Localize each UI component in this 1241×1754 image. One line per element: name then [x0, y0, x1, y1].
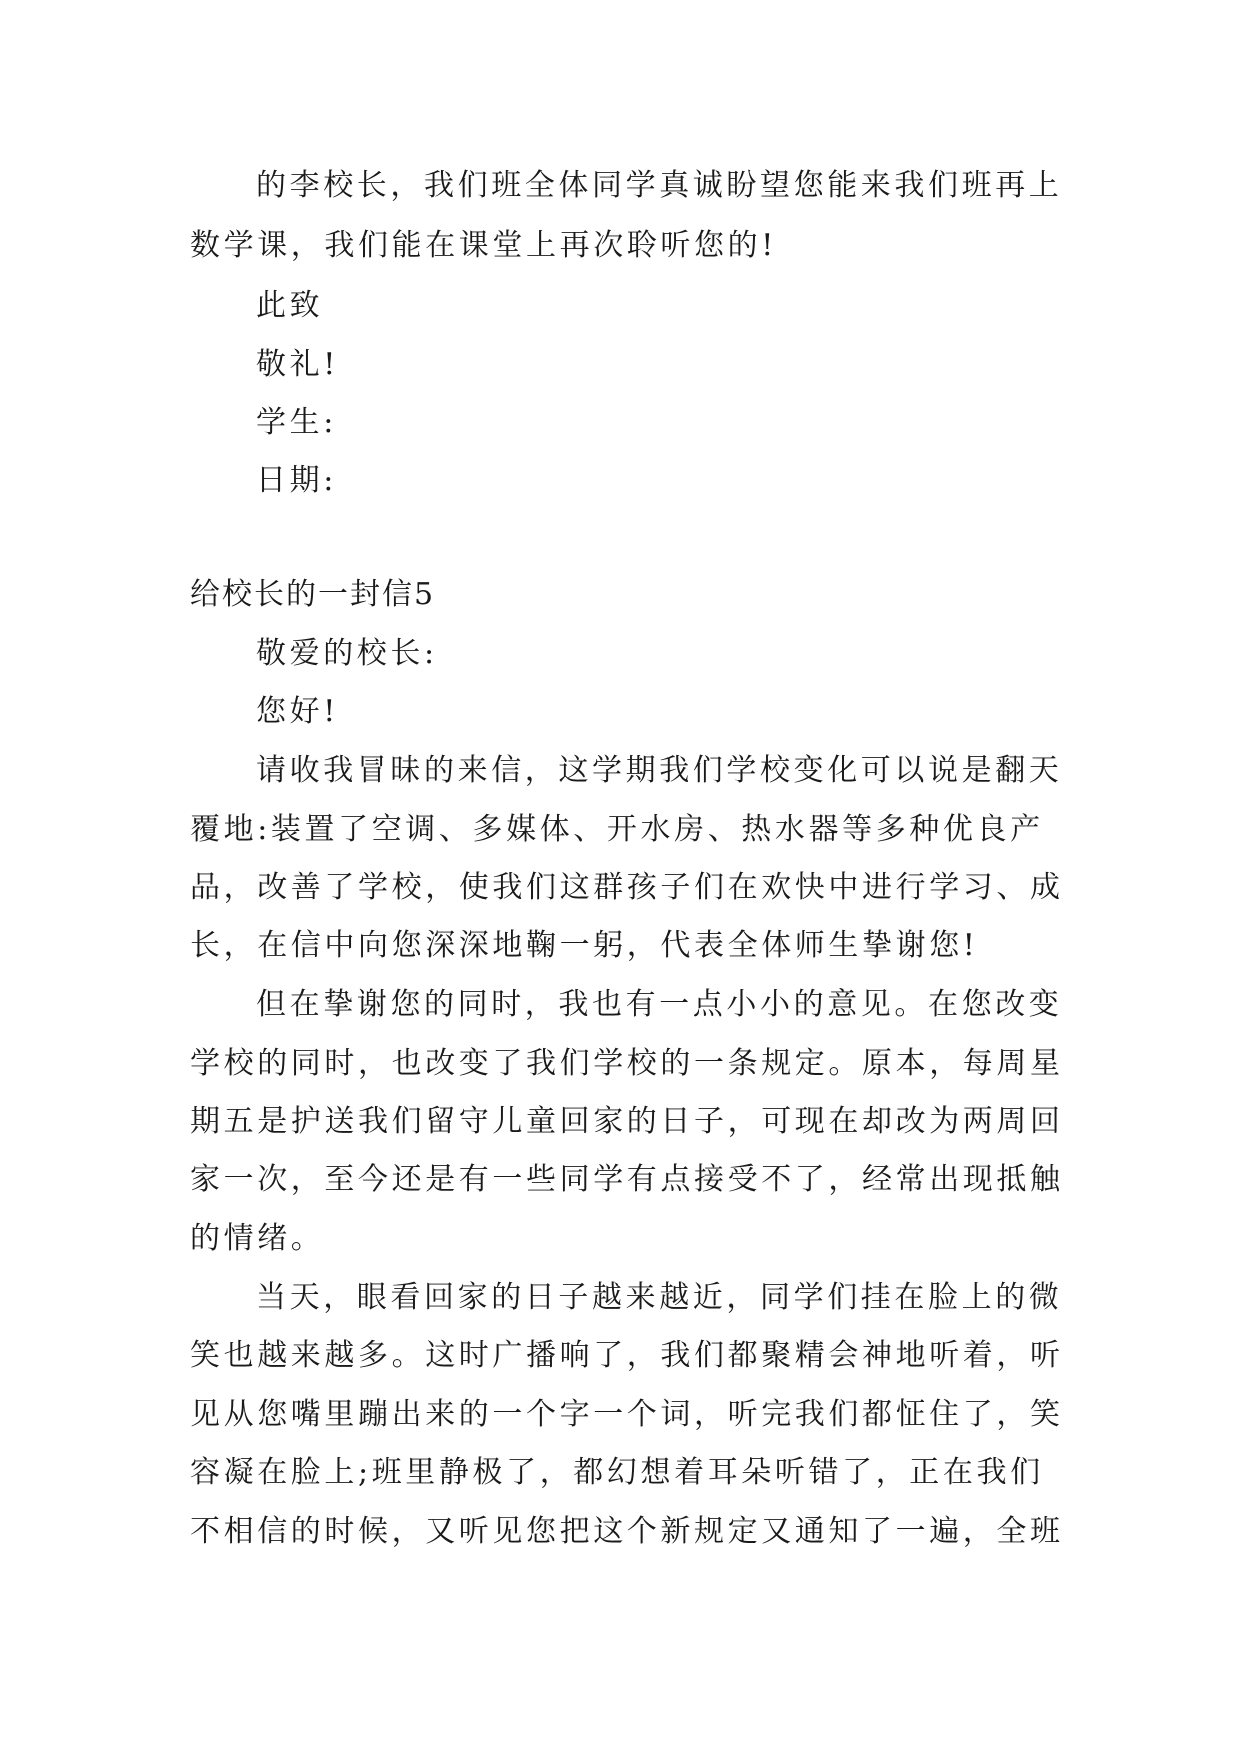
paragraph-2-line-5: 的情绪。 [190, 1221, 325, 1256]
paragraph-1-line-3: 品，改善了学校，使我们这群孩子们在欢快中进行学习、成 [190, 870, 1064, 905]
paragraph-2-line-2: 学校的同时，也改变了我们学校的一条规定。原本，每周星 [190, 1046, 1064, 1081]
closing-salutation-2: 敬礼! [256, 347, 339, 382]
paragraph-3-line-5: 不相信的时候，又听见您把这个新规定又通知了一遍，全班 [190, 1514, 1064, 1549]
paragraph-2-line-1: 但在挚谢您的同时，我也有一点小小的意见。在您改变 [256, 987, 1063, 1022]
paragraph-1-line-2: 覆地:装置了空调、多媒体、开水房、热水器等多种优良产 [190, 812, 1044, 847]
paragraph-2-line-3: 期五是护送我们留守儿童回家的日子，可现在却改为两周回 [190, 1104, 1064, 1139]
continuation-line-1: 的李校长，我们班全体同学真诚盼望您能来我们班再上 [256, 168, 1063, 203]
paragraph-2-line-4: 家一次，至今还是有一些同学有点接受不了，经常出现抵触 [190, 1162, 1064, 1197]
paragraph-3-line-1: 当天，眼看回家的日子越来越近，同学们挂在脸上的微 [256, 1280, 1063, 1315]
date-label: 日期: [256, 463, 337, 498]
paragraph-3-line-4: 容凝在脸上;班里静极了，都幻想着耳朵听错了，正在我们 [190, 1455, 1044, 1490]
closing-salutation-1: 此致 [256, 288, 324, 323]
student-label: 学生: [256, 405, 337, 440]
letter-greeting: 敬爱的校长: [256, 636, 438, 671]
paragraph-3-line-3: 见从您嘴里蹦出来的一个字一个词，听完我们都怔住了，笑 [190, 1397, 1064, 1432]
paragraph-1-line-1: 请收我冒昧的来信，这学期我们学校变化可以说是翻天 [256, 753, 1063, 788]
paragraph-1-line-4: 长，在信中向您深深地鞠一躬，代表全体师生挚谢您! [190, 928, 979, 963]
letter-title: 给校长的一封信5 [190, 577, 436, 612]
continuation-line-2: 数学课，我们能在课堂上再次聆听您的! [190, 228, 777, 263]
letter-hello: 您好! [256, 694, 339, 729]
paragraph-3-line-2: 笑也越来越多。这时广播响了，我们都聚精会神地听着，听 [190, 1338, 1064, 1373]
